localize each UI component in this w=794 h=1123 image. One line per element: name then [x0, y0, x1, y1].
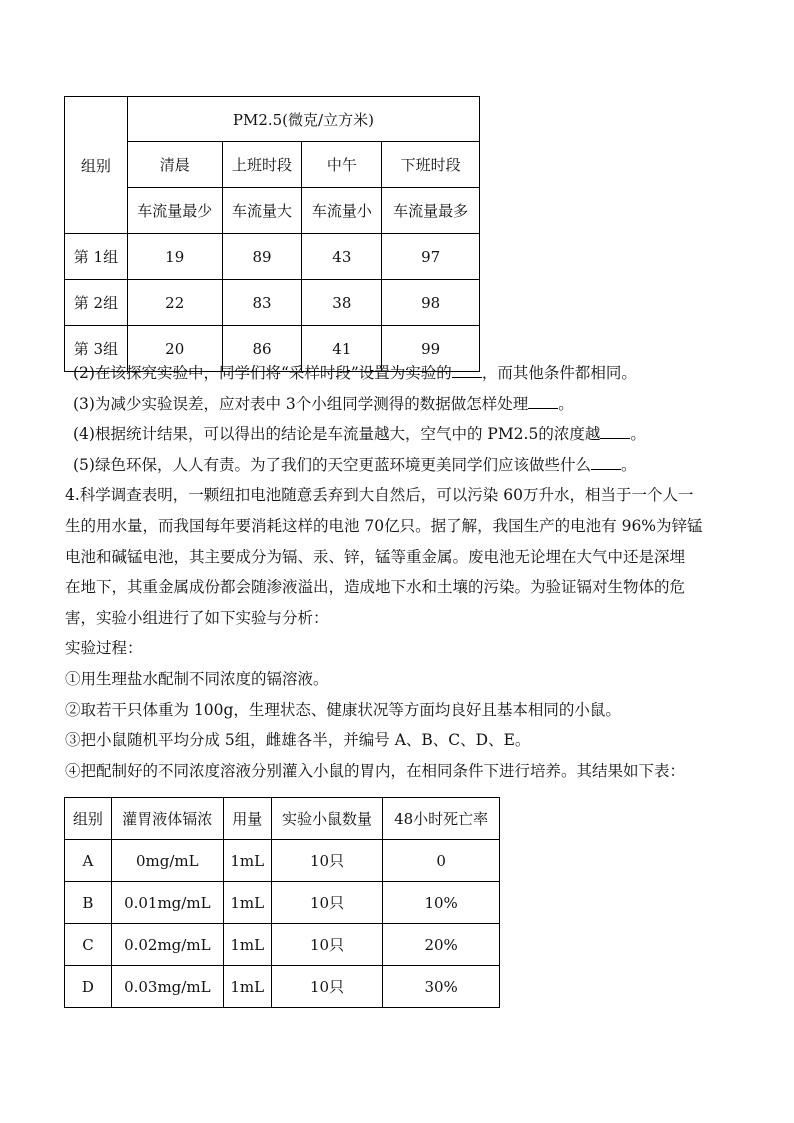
group-cell: 第 3组 — [65, 326, 128, 372]
table-cell: A — [65, 840, 112, 882]
value-cell: 89 — [222, 234, 302, 280]
traffic-row — [65, 188, 480, 234]
table-cell: 10只 — [271, 840, 383, 882]
table-header-row — [65, 798, 500, 840]
question-text — [65, 358, 733, 786]
table-cell: 10只 — [271, 966, 383, 1008]
process-title: 实验过程： — [65, 639, 143, 658]
value-cell: 22 — [127, 280, 222, 326]
table-row — [65, 840, 500, 882]
table-cell: 10% — [383, 882, 500, 924]
header-cell: 灌胃液体镉浓 — [111, 798, 223, 840]
table-cell: 10只 — [271, 924, 383, 966]
table-row — [65, 882, 500, 924]
header-cell: 组别 — [65, 798, 112, 840]
step: ③把小鼠随机平均分成 5组，雌雄各半，并编号 A、B、C、D、E。 — [65, 731, 531, 750]
group-cell: 第 2组 — [65, 280, 128, 326]
table-row — [65, 234, 480, 280]
question-2: (2)在该探究实验中，同学们将“采样时段”设置为实验的 ，而其他条件都相同。 — [73, 358, 733, 389]
table-cell: 1mL — [223, 840, 271, 882]
header-cell: 用量 — [223, 798, 271, 840]
table-row — [65, 966, 500, 1008]
question-4: (4)根据统计结果，可以得出的结论是车流量越大，空气中的 PM2.5的浓度越 。 — [73, 419, 733, 450]
value-cell: 43 — [302, 234, 382, 280]
question-5: (5)绿色环保，人人有责。为了我们的天空更蓝环境更美同学们应该做些什么 。 — [73, 450, 733, 481]
pm25-header: PM2.5(微克/立方米) — [127, 97, 479, 142]
table-cell: 30% — [383, 966, 500, 1008]
group-cell: 第 1组 — [65, 234, 128, 280]
value-cell: 41 — [302, 326, 382, 372]
traffic-cell: 车流量大 — [222, 188, 302, 234]
traffic-cell: 车流量小 — [302, 188, 382, 234]
answer-blank — [600, 421, 630, 439]
period-cell: 上班时段 — [222, 142, 302, 188]
table-row — [65, 924, 500, 966]
table-cell: D — [65, 966, 112, 1008]
problem4-line: 生的用水量，而我国每年要消耗这样的电池 70亿只。据了解，我国生产的电池有 96%为锌锰 — [65, 516, 703, 535]
step: ④把配制好的不同浓度溶液分别灌入小鼠的胃内，在相同条件下进行培养。其结果如下表： — [65, 761, 686, 780]
table-cell: 0.03mg/mL — [111, 966, 223, 1008]
value-cell: 19 — [127, 234, 222, 280]
period-cell: 中午 — [302, 142, 382, 188]
answer-blank — [528, 391, 558, 409]
table-cell: 0.02mg/mL — [111, 924, 223, 966]
table-cell: 20% — [383, 924, 500, 966]
table-cell: 1mL — [223, 966, 271, 1008]
question-3: (3)为减少实验误差，应对表中 3个小组同学测得的数据做怎样处理 。 — [73, 389, 733, 420]
cadmium-table — [64, 797, 500, 1008]
period-row — [65, 142, 480, 188]
problem4-line: 害，实验小组进行了如下实验与分析： — [65, 608, 329, 627]
answer-blank — [591, 452, 621, 470]
table-header-row — [65, 97, 480, 142]
table-cell: 0mg/mL — [111, 840, 223, 882]
traffic-cell: 车流量最少 — [127, 188, 222, 234]
value-cell: 86 — [222, 326, 302, 372]
period-cell: 下班时段 — [382, 142, 480, 188]
traffic-cell: 车流量最多 — [382, 188, 480, 234]
value-cell: 99 — [382, 326, 480, 372]
pm25-table — [64, 96, 480, 372]
answer-blank — [452, 360, 482, 378]
value-cell: 38 — [302, 280, 382, 326]
value-cell: 20 — [127, 326, 222, 372]
problem4-line: 4.科学调查表明，一颗纽扣电池随意丢弃到大自然后，可以污染 60万升水，相当于一个人一 — [65, 486, 694, 505]
header-cell: 48小时死亡率 — [383, 798, 500, 840]
table-cell: 1mL — [223, 882, 271, 924]
table-cell: 0 — [383, 840, 500, 882]
step: ②取若干只体重为 100g，生理状态、健康状况等方面均良好且基本相同的小鼠。 — [65, 700, 621, 719]
table-cell: 0.01mg/mL — [111, 882, 223, 924]
group-header: 组别 — [65, 97, 128, 234]
table-cell: 10只 — [271, 882, 383, 924]
value-cell: 83 — [222, 280, 302, 326]
step: ①用生理盐水配制不同浓度的镉溶液。 — [65, 669, 329, 688]
period-cell: 清晨 — [127, 142, 222, 188]
table-row — [65, 280, 480, 326]
header-cell: 实验小鼠数量 — [271, 798, 383, 840]
value-cell: 98 — [382, 280, 480, 326]
problem4-line: 在地下，其重金属成份都会随渗液溢出，造成地下水和土壤的污染。为验证镉对生物体的危 — [65, 578, 686, 597]
table-cell: 1mL — [223, 924, 271, 966]
table-cell: C — [65, 924, 112, 966]
problem4-line: 电池和碱锰电池，其主要成分为镉、汞、锌，锰等重金属。废电池无论埋在大气中还是深埋 — [65, 547, 686, 566]
table-cell: B — [65, 882, 112, 924]
value-cell: 97 — [382, 234, 480, 280]
